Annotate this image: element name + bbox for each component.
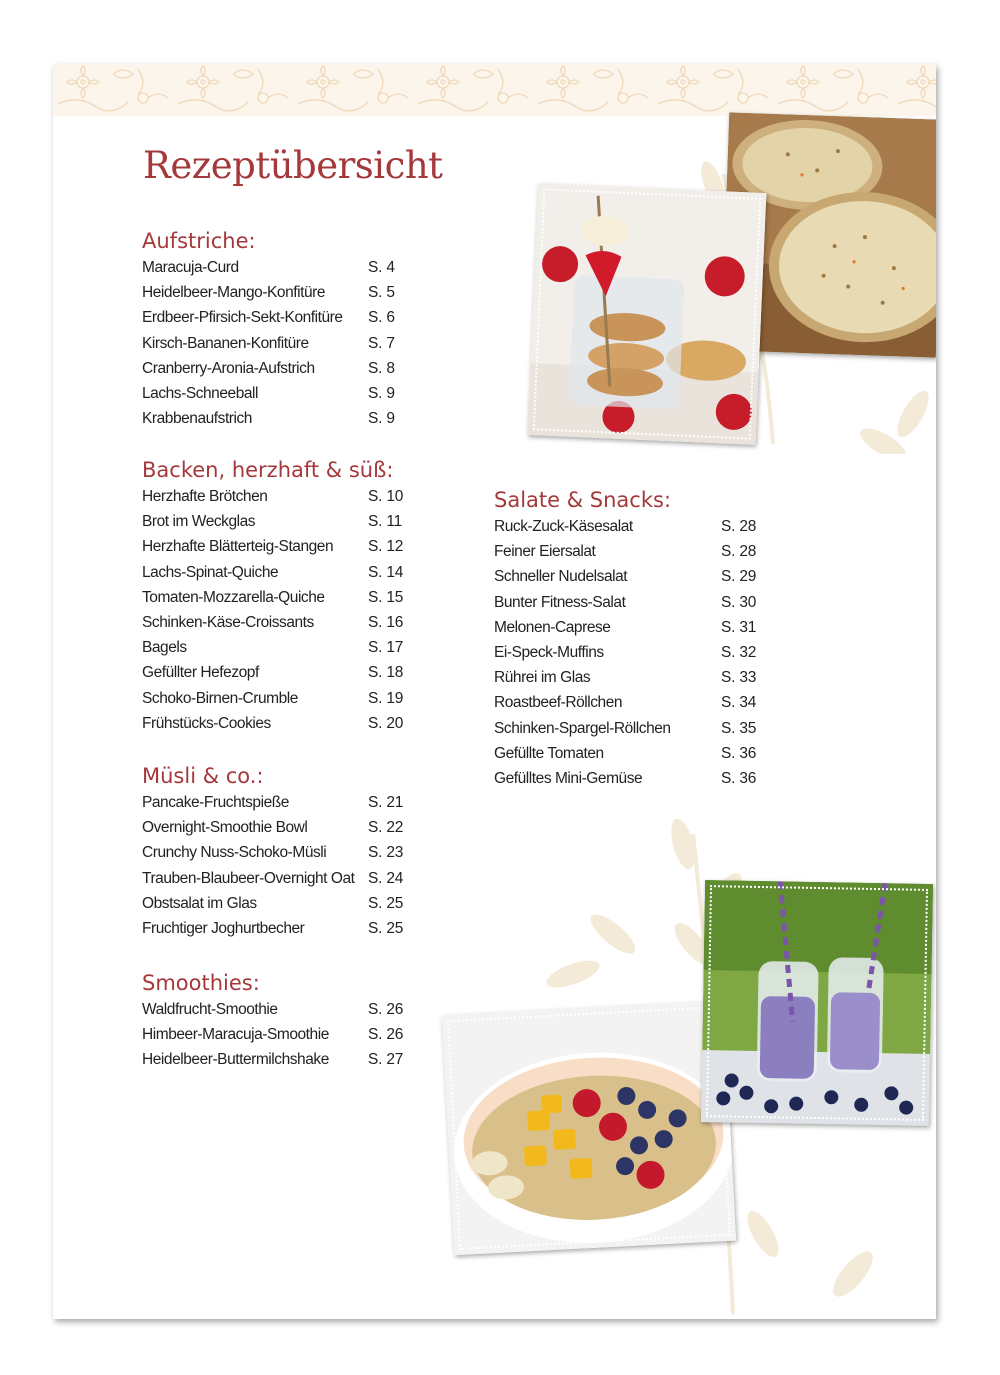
page-number: S. 15: [368, 588, 404, 606]
list-item: [142, 866, 442, 891]
recipe-name: Krabbenaufstrich: [142, 410, 252, 428]
page-number: S. 14: [368, 563, 404, 581]
recipe-name: Gefüllte Tomaten: [494, 744, 604, 762]
page-number: S. 9: [368, 410, 395, 428]
list-item: [494, 564, 794, 589]
page-number: S. 26: [368, 1001, 404, 1018]
page-number: S. 30: [721, 593, 757, 611]
page-number: S. 25: [368, 919, 404, 937]
list-item: [142, 406, 442, 431]
page-number: S. 18: [368, 664, 404, 682]
recipe-name: Lachs-Schneeball: [142, 384, 259, 402]
list-item: [142, 790, 442, 815]
section-muesli: [142, 762, 442, 941]
list-item: [494, 539, 794, 564]
list-item: [142, 997, 442, 1022]
list-item: [494, 665, 794, 690]
list-item: [142, 1022, 442, 1047]
page-number: S. 35: [721, 719, 757, 737]
recipe-name: Roastbeef-Röllchen: [494, 694, 623, 712]
recipe-name: Gefülltes Mini-Gemüse: [494, 769, 643, 787]
recipe-name: Rührei im Glas: [494, 669, 591, 687]
list-item: [494, 590, 794, 615]
recipe-name: Heidelbeer-Buttermilchshake: [142, 1051, 329, 1069]
pancake-skewer-photo: [528, 183, 767, 445]
recipe-name: Bunter Fitness-Salat: [494, 593, 626, 611]
page-number: S. 36: [721, 769, 757, 787]
recipe-name: Obstsalat im Glas: [142, 894, 257, 912]
page-number: S. 33: [721, 669, 757, 687]
recipe-name: Schneller Nudelsalat: [494, 568, 628, 586]
page-number: S. 24: [368, 869, 404, 887]
recipe-name: Gefüllter Hefezopf: [142, 664, 259, 682]
floral-pattern-band: [53, 64, 936, 116]
recipe-name: Tomaten-Mozzarella-Quiche: [142, 588, 325, 606]
page-number: S. 17: [368, 639, 404, 657]
recipe-name: Frühstücks-Cookies: [142, 714, 271, 732]
recipe-name: Pancake-Fruchtspieße: [142, 794, 289, 811]
list-item: [494, 716, 794, 741]
page-number: S. 32: [721, 643, 757, 661]
recipe-name: Overnight-Smoothie Bowl: [142, 819, 308, 837]
list-item: [494, 766, 794, 791]
page-number: S. 22: [368, 819, 404, 837]
list-item: [142, 916, 442, 941]
list-item: [142, 534, 442, 559]
list-item: [142, 635, 442, 660]
page-number: S. 16: [368, 613, 404, 631]
smoothie-bowl-photo: [442, 1001, 736, 1255]
page-number: S. 36: [721, 744, 757, 762]
page-number: S. 6: [368, 309, 395, 327]
list-item: [142, 610, 442, 635]
list-item: [142, 840, 442, 865]
section-smoothies: [142, 969, 442, 1073]
page-number: S. 19: [368, 689, 404, 707]
page-number: S. 28: [721, 518, 757, 535]
recipe-name: Feiner Eiersalat: [494, 543, 596, 561]
page-number: S. 34: [721, 694, 757, 712]
section-aufstriche: [142, 227, 442, 431]
list-item: [142, 280, 442, 305]
page-number: S. 27: [368, 1051, 404, 1069]
section-heading: Backen, herzhaft & süß:: [142, 458, 394, 482]
recipe-name: Bagels: [142, 639, 187, 657]
page-number: S. 8: [368, 359, 395, 377]
page-number: S. 12: [368, 538, 404, 556]
recipe-name: Melonen-Caprese: [494, 618, 611, 636]
recipe-name: Cranberry-Aronia-Aufstrich: [142, 359, 315, 377]
section-heading: Aufstriche:: [142, 229, 256, 253]
page-number: S. 21: [368, 794, 404, 811]
list-item: [142, 356, 442, 381]
page-number: S. 20: [368, 714, 404, 732]
page-number: S. 4: [368, 259, 395, 276]
recipe-name: Himbeer-Maracuja-Smoothie: [142, 1026, 329, 1044]
recipe-name: Kirsch-Bananen-Konfitüre: [142, 334, 309, 352]
recipe-name: Ruck-Zuck-Käsesalat: [494, 518, 633, 535]
list-item: [494, 615, 794, 640]
list-item: [494, 690, 794, 715]
list-item: [142, 484, 442, 509]
recipe-overview-page: [53, 64, 936, 1319]
list-item: [142, 255, 442, 280]
list-item: [142, 1047, 442, 1072]
blueberry-smoothie-photo: [701, 880, 933, 1126]
page-number: S. 9: [368, 384, 395, 402]
list-item: [142, 509, 442, 534]
recipe-name: Crunchy Nuss-Schoko-Müsli: [142, 844, 327, 862]
recipe-name: Schinken-Spargel-Röllchen: [494, 719, 671, 737]
page-number: S. 7: [368, 334, 395, 352]
page-number: S. 23: [368, 844, 404, 862]
list-item: [142, 686, 442, 711]
recipe-name: Maracuja-Curd: [142, 259, 239, 276]
page-number: S. 28: [721, 543, 757, 561]
recipe-name: Trauben-Blaubeer-Overnight Oat: [142, 869, 355, 887]
recipe-name: Waldfrucht-Smoothie: [142, 1001, 278, 1018]
recipe-name: Schoko-Birnen-Crumble: [142, 689, 298, 707]
page-number: S. 5: [368, 284, 395, 302]
list-item: [142, 815, 442, 840]
section-salate-snacks: [494, 486, 794, 791]
recipe-name: Lachs-Spinat-Quiche: [142, 563, 279, 581]
recipe-name: Ei-Speck-Muffins: [494, 643, 604, 661]
recipe-name: Fruchtiger Joghurtbecher: [142, 919, 305, 937]
list-item: [142, 305, 442, 330]
page-number: S. 10: [368, 488, 404, 505]
recipe-name: Herzhafte Blätterteig-Stangen: [142, 538, 334, 556]
page-number: S. 11: [368, 513, 403, 531]
recipe-name: Brot im Weckglas: [142, 513, 256, 531]
list-item: [142, 891, 442, 916]
recipe-name: Heidelbeer-Mango-Konfitüre: [142, 284, 326, 302]
list-item: [142, 560, 442, 585]
page-number: S. 26: [368, 1026, 404, 1044]
section-heading: Smoothies:: [142, 971, 260, 995]
list-item: [142, 331, 442, 356]
list-item: [494, 514, 794, 539]
list-item: [142, 381, 442, 406]
list-item: [494, 741, 794, 766]
list-item: [142, 585, 442, 610]
page-number: S. 31: [721, 618, 757, 636]
section-heading: Salate & Snacks:: [494, 488, 672, 512]
recipe-name: Erdbeer-Pfirsich-Sekt-Konfitüre: [142, 309, 343, 327]
page-number: S. 25: [368, 894, 404, 912]
recipe-name: Herzhafte Brötchen: [142, 488, 268, 505]
list-item: [142, 711, 442, 736]
recipe-name: Schinken-Käse-Croissants: [142, 613, 314, 631]
list-item: [142, 660, 442, 685]
page-title: Rezeptübersicht: [143, 144, 443, 187]
list-item: [494, 640, 794, 665]
page-number: S. 29: [721, 568, 757, 586]
section-heading: Müsli & co.:: [142, 764, 264, 788]
section-backen: [142, 456, 442, 736]
